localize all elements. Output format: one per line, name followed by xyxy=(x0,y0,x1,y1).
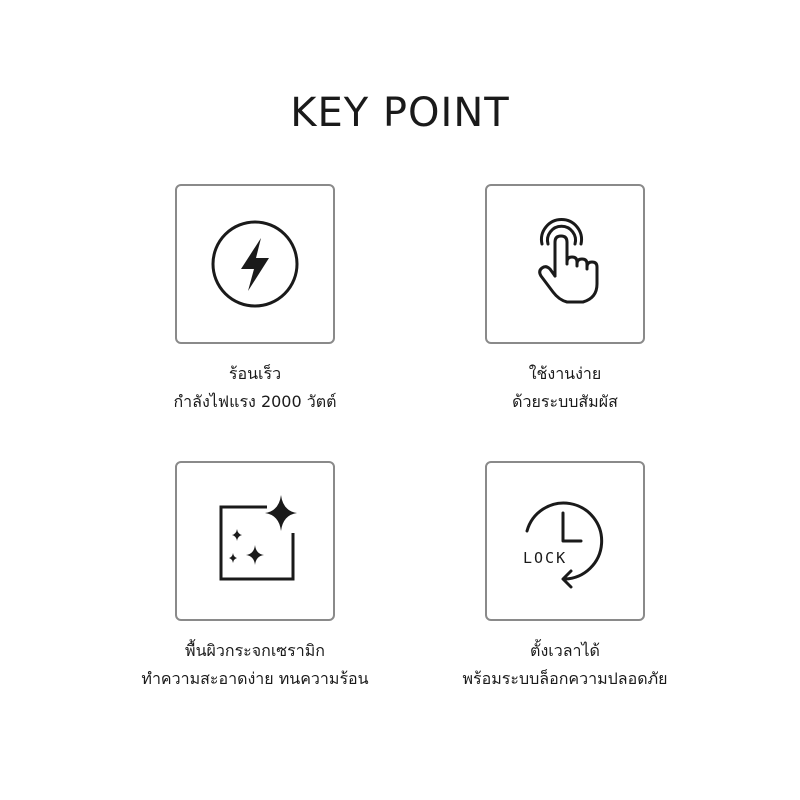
feature-icon-box xyxy=(175,461,335,621)
feature-title: พื้นผิวกระจกเซรามิก xyxy=(185,641,325,660)
feature-touch-control xyxy=(415,184,715,416)
sparkle-surface-icon xyxy=(205,491,305,591)
feature-title: ตั้งเวลาได้ xyxy=(530,641,600,660)
feature-description: ทำความสะอาดง่าย ทนความร้อน xyxy=(141,669,369,688)
feature-caption xyxy=(105,637,405,693)
feature-icon-box xyxy=(175,184,335,344)
feature-ceramic-glass xyxy=(105,461,405,693)
feature-fast-heating xyxy=(105,184,405,416)
feature-title: ร้อนเร็ว xyxy=(228,364,282,383)
feature-title: ใช้งานง่าย xyxy=(528,364,602,383)
page-title: KEY POINT xyxy=(290,89,510,136)
lock-label: LOCK xyxy=(523,549,568,567)
feature-caption xyxy=(415,637,715,693)
feature-description: ด้วยระบบสัมผัส xyxy=(512,392,618,411)
lock-timer-icon xyxy=(515,491,615,591)
feature-caption xyxy=(105,360,405,416)
feature-icon-box xyxy=(485,461,645,621)
feature-description: กำลังไฟแรง 2000 วัตต์ xyxy=(173,392,337,411)
feature-caption xyxy=(415,360,715,416)
lightning-icon xyxy=(205,214,305,314)
feature-icon-box xyxy=(485,184,645,344)
feature-description: พร้อมระบบล็อกความปลอดภัย xyxy=(462,669,668,688)
touch-hand-icon xyxy=(515,214,615,314)
feature-timer-lock xyxy=(415,461,715,693)
